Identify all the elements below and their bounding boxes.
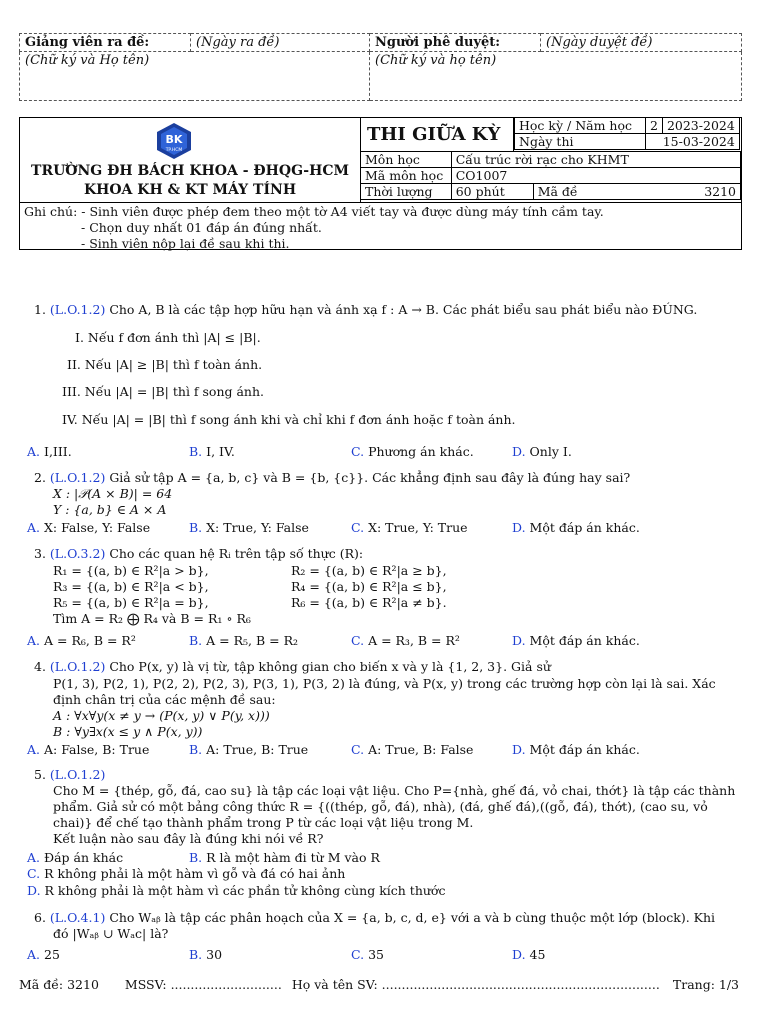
question-1-stem: 1. (L.O.1.2) Cho A, B là các tập hợp hữu hạn và ánh xạ f : A → B. Các phát biểu sau phát biểu nào ĐÚNG.	[34, 302, 698, 317]
semester-value: 2	[646, 118, 663, 134]
footer-student-id: MSSV: ............................	[124, 977, 282, 992]
q3-option-b[interactable]: B. A = R₅, B = R₂	[189, 633, 299, 648]
duration-label: Thời lượng	[361, 184, 452, 200]
relation: R₃ = {(a, b) ∈ R²|a < b},	[53, 579, 209, 594]
code-label: Mã môn học	[361, 168, 452, 184]
question-6-stem: 6. (L.O.4.1) Cho Wₐᵦ là tập các phân hoạch của X = {a, b, c, d, e} với a và b cùng thuộc một lớp (block). Khi	[34, 910, 716, 925]
university-block	[20, 118, 361, 202]
sign-lecturer: (Chữ ký và Họ tên)	[20, 52, 370, 101]
university-name: TRƯỜNG ĐH BÁCH KHOA - ĐHQG-HCM	[31, 163, 349, 179]
subject-value: Cấu trúc rời rạc cho KHMT	[451, 152, 740, 168]
faculty-name: KHOA KH & KT MÁY TÍNH	[83, 182, 297, 198]
exam-date-label: Ngày thi	[515, 134, 646, 150]
question-5-line: chai)} để chế tạo thành phẩm trong P từ các loại vật liệu trong M.	[53, 815, 474, 830]
approver-label: Người phê duyệt:	[370, 34, 541, 52]
q2-option-b[interactable]: B. X: True, Y: False	[189, 520, 309, 535]
relation: R₄ = {(a, b) ∈ R²|a ≤ b},	[291, 579, 447, 594]
question-3-stem: 3. (L.O.3.2) Cho các quan hệ Rᵢ trên tập số thực (R):	[34, 546, 364, 561]
code-value: CO1007	[451, 168, 740, 184]
question-1-item: II. Nếu |A| ≥ |B| thì f toàn ánh.	[67, 357, 263, 372]
q6-option-d[interactable]: D. 45	[512, 947, 546, 962]
footer-student-name: Họ và tên SV: ......................................................................	[291, 977, 660, 992]
exam-code-label: Mã đề	[537, 184, 578, 199]
q3-option-a[interactable]: A. A = R₆, B = R²	[27, 633, 136, 648]
q6-option-c[interactable]: C. 35	[351, 947, 384, 962]
relation: R₂ = {(a, b) ∈ R²|a ≥ b},	[291, 563, 447, 578]
question-5-line: Cho M = {thép, gỗ, đá, cao su} là tập các loại vật liệu. Cho P={nhà, ghế đá, vỏ chai, thớt} là tập các thành	[53, 783, 736, 798]
question-2-statement-y: Y : {a, b} ∈ A × A	[53, 502, 167, 517]
relation: R₁ = {(a, b) ∈ R²|a > b},	[53, 563, 209, 578]
q2-option-c[interactable]: C. X: True, Y: True	[351, 520, 468, 535]
duration-value: 60 phút	[451, 184, 533, 200]
q1-option-c[interactable]: C. Phương án khác.	[351, 444, 474, 459]
q1-option-d[interactable]: D. Only I.	[512, 444, 572, 459]
question-4-line: định chân trị của các mệnh đề sau:	[53, 692, 276, 707]
exam-title: THI GIỮA KỲ	[361, 118, 514, 152]
question-5-stem: 5. (L.O.1.2)	[34, 767, 106, 782]
sign-approver: (Chữ ký và họ tên)	[370, 52, 742, 101]
notes	[20, 202, 741, 253]
note-line: Ghi chú: - Sinh viên được phép đem theo một tờ A4 viết tay và được dùng máy tính cầm tay.	[24, 204, 604, 219]
signature-box	[19, 33, 742, 101]
q6-option-a[interactable]: A. 25	[27, 947, 60, 962]
question-5-line: Kết luận nào sau đây là đúng khi nói về R?	[53, 831, 324, 846]
q5-option-d[interactable]: D. R không phải là một hàm vì các phần tử không cùng kích thước	[27, 883, 446, 898]
date-approved: (Ngày duyệt đề)	[541, 34, 742, 52]
question-2-stem: 2. (L.O.1.2) Giả sử tập A = {a, b, c} và B = {b, {c}}. Các khẳng định sau đây là đúng hay sai?	[34, 470, 631, 485]
exam-code-value: 3210	[704, 184, 736, 199]
question-1-item: III. Nếu |A| = |B| thì f song ánh.	[62, 384, 265, 399]
question-5-line: phẩm. Giả sử có một bảng công thức R = {((thép, gỗ, đá), nhà), (đá, ghế đá),((gỗ, đá), thớt), (cao su, vỏ	[53, 799, 708, 814]
q4-option-c[interactable]: C. A: True, B: False	[351, 742, 474, 757]
footer-page: Trang: 1/3	[672, 977, 739, 992]
question-4-stem: 4. (L.O.1.2) Cho P(x, y) là vị từ, tập không gian cho biến x và y là {1, 2, 3}. Giả sử	[34, 659, 551, 674]
semester-table	[514, 117, 740, 150]
q3-option-c[interactable]: C. A = R₃, B = R²	[351, 633, 460, 648]
q4-option-d[interactable]: D. Một đáp án khác.	[512, 742, 640, 757]
question-1-item: I. Nếu f đơn ánh thì |A| ≤ |B|.	[75, 330, 261, 345]
q2-option-a[interactable]: A. X: False, Y: False	[27, 520, 151, 535]
question-2-statement-x: X : |𝒫(A × B)| = 64	[53, 486, 173, 501]
q5-option-c[interactable]: C. R không phải là một hàm vì gỗ và đá có hai ảnh	[27, 866, 346, 881]
note-line: - Chọn duy nhất 01 đáp án đúng nhất.	[81, 220, 322, 235]
q4-option-a[interactable]: A. A: False, B: True	[27, 742, 150, 757]
question-6-line: đó |Wₐᵦ ∪ Wₐc| là?	[53, 926, 169, 941]
q4-option-b[interactable]: B. A: True, B: True	[189, 742, 309, 757]
q5-option-a[interactable]: A. Đáp án khác	[27, 850, 124, 865]
q1-option-a[interactable]: A. I,III.	[27, 444, 72, 459]
question-4-line: P(1, 3), P(2, 1), P(2, 2), P(2, 3), P(3, 1), P(3, 2) là đúng, và P(x, y) trong các trường hợp còn lại là sai. Xác	[53, 676, 716, 691]
subject-label: Môn học	[361, 152, 452, 168]
question-1-item: IV. Nếu |A| = |B| thì f song ánh khi và chỉ khi f đơn ánh hoặc f toàn ánh.	[62, 412, 516, 427]
year-value: 2023-2024	[662, 118, 739, 134]
exam-date-value: 15-03-2024	[646, 134, 740, 150]
question-3-find: Tìm A = R₂ ⨁ R₄ và B = R₁ ∘ R₆	[53, 611, 251, 626]
university-logo	[154, 121, 194, 161]
q3-option-d[interactable]: D. Một đáp án khác.	[512, 633, 640, 648]
q5-option-b[interactable]: B. R là một hàm đi từ M vào R	[189, 850, 380, 865]
q1-option-b[interactable]: B. I, IV.	[189, 444, 235, 459]
footer-exam-code: Mã đề: 3210	[19, 977, 99, 992]
question-4-statement-b: B : ∀y∃x(x ≤ y ∧ P(x, y))	[53, 724, 203, 739]
note-line: - Sinh viên nộp lại đề sau khi thi.	[81, 236, 290, 251]
date-made: (Ngày ra đề)	[191, 34, 370, 52]
semester-label: Học kỳ / Năm học	[515, 118, 646, 134]
exam-header	[19, 117, 742, 250]
svg-text:TP.HCM: TP.HCM	[165, 148, 183, 153]
svg-text:BK: BK	[165, 133, 183, 146]
question-4-statement-a: A : ∀x∀y(x ≠ y → (P(x, y) ∨ P(y, x)))	[53, 708, 270, 723]
q6-option-b[interactable]: B. 30	[189, 947, 223, 962]
page-footer	[19, 977, 739, 992]
relation: R₆ = {(a, b) ∈ R²|a ≠ b}.	[291, 595, 447, 610]
relation: R₅ = {(a, b) ∈ R²|a = b},	[53, 595, 209, 610]
course-table	[360, 151, 741, 200]
q2-option-d[interactable]: D. Một đáp án khác.	[512, 520, 640, 535]
lecturer-label: Giảng viên ra đề:	[20, 34, 191, 52]
